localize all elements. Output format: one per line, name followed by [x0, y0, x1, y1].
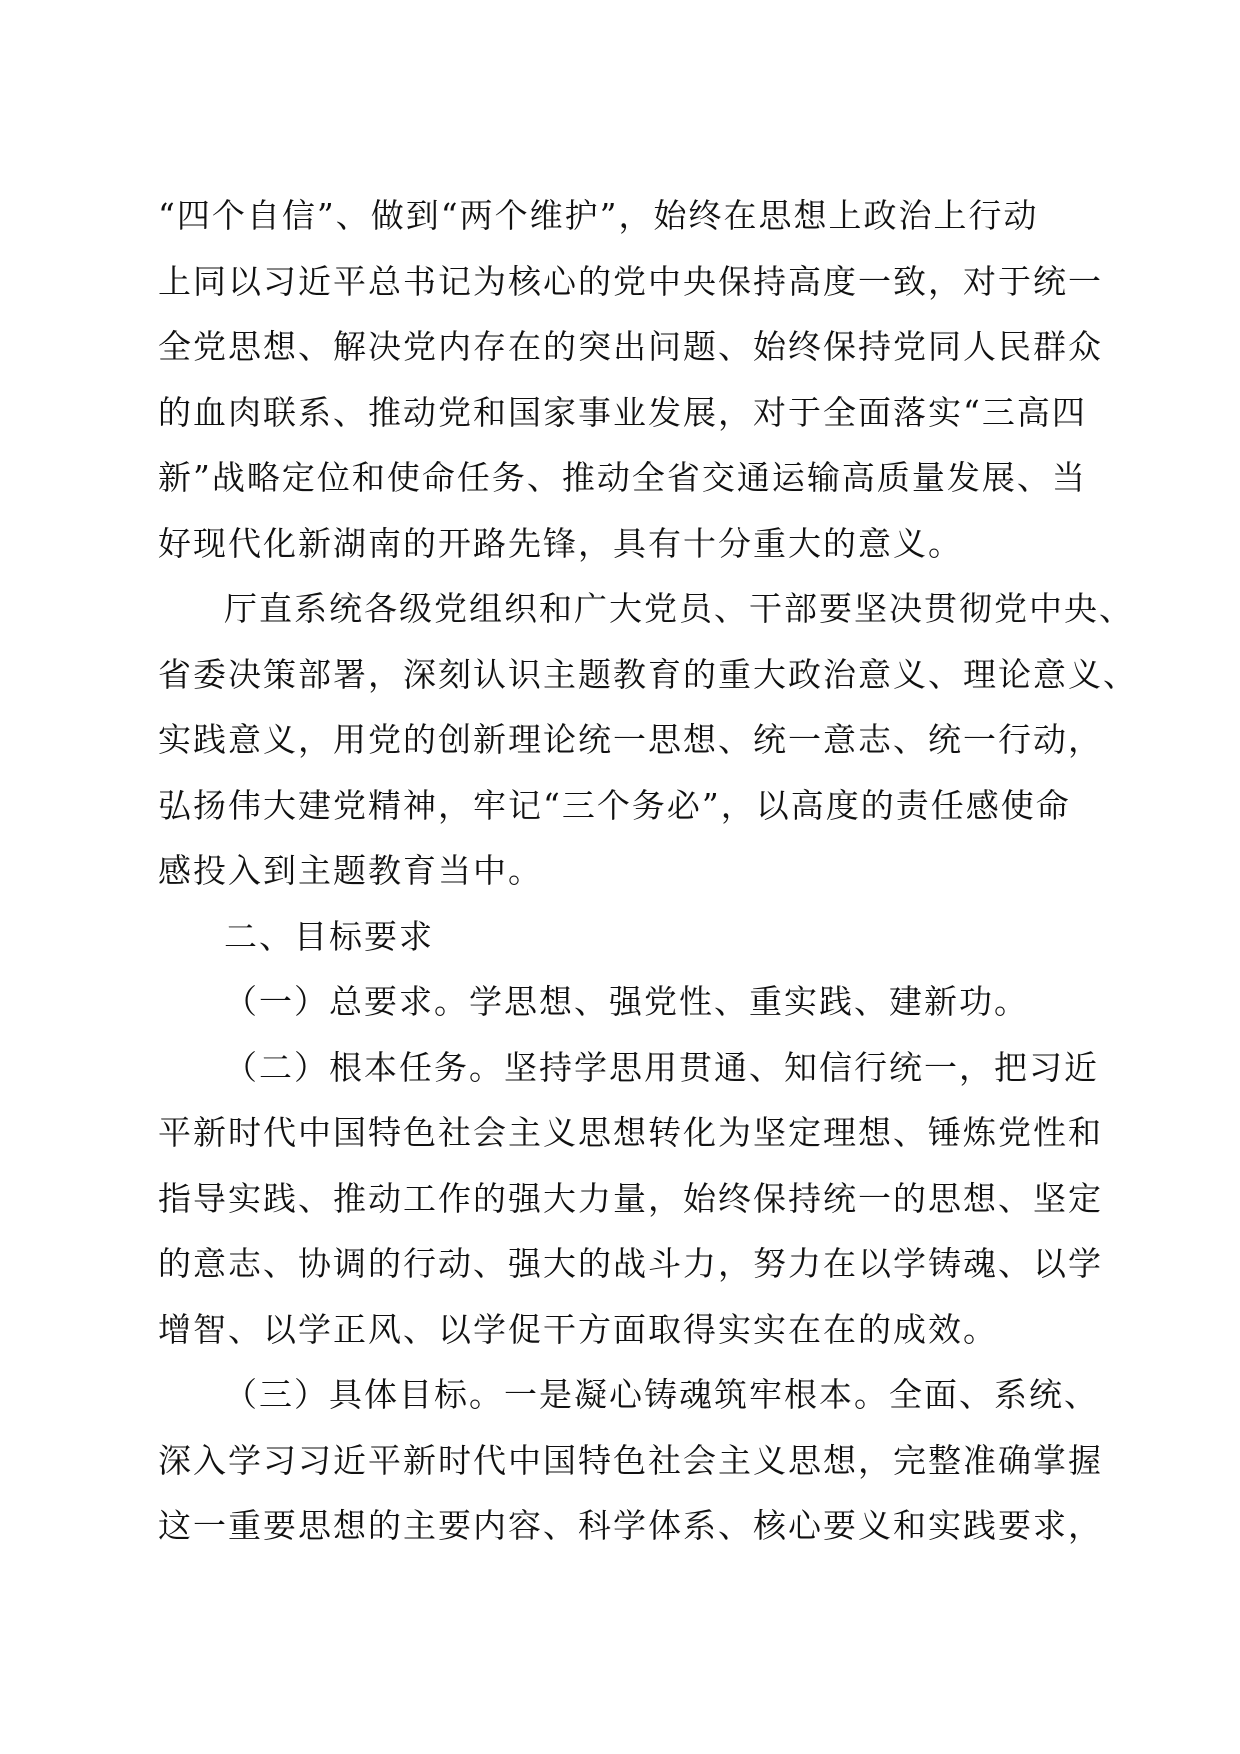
text-line: 的意志、协调的行动、强大的战斗力，努力在以学铸魂、以学: [158, 1244, 1103, 1283]
text-line: 这一重要思想的主要内容、科学体系、核心要义和实践要求，: [158, 1506, 1103, 1545]
text-line: “四个自信”、做到“两个维护”，始终在思想上政治上行动: [158, 196, 1039, 235]
text-line: 实践意义，用党的创新理论统一思想、统一意志、统一行动，: [158, 720, 1103, 759]
paragraph-start-line: （一）总要求。学思想、强党性、重实践、建新功。: [224, 982, 1029, 1021]
text-line: 平新时代中国特色社会主义思想转化为坚定理想、锤炼党性和: [158, 1113, 1103, 1152]
text-line: 指导实践、推动工作的强大力量，始终保持统一的思想、坚定: [158, 1178, 1103, 1218]
text-line: 弘扬伟大建党精神，牢记“三个务必”，以高度的责任感使命: [158, 785, 1071, 825]
text-line: 上同以习近平总书记为核心的党中央保持高度一致，对于统一: [158, 261, 1103, 301]
paragraph-start-line: 厅直系统各级党组织和广大党员、干部要坚决贯彻党中央、: [224, 589, 1134, 628]
text-line: 全党思想、解决党内存在的突出问题、始终保持党同人民群众: [158, 327, 1103, 366]
text-line: 感投入到主题教育当中。: [158, 851, 543, 890]
document-body: [158, 183, 1138, 1559]
section-heading: 二、目标要求: [224, 916, 434, 956]
text-line: 深入学习习近平新时代中国特色社会主义思想，完整准确掌握: [158, 1440, 1103, 1480]
text-line: 新”战略定位和使命任务、推动全省交通运输高质量发展、当: [158, 458, 1087, 497]
text-line: 增智、以学正风、以学促干方面取得实实在在的成效。: [158, 1309, 998, 1349]
text-line: 省委决策部署，深刻认识主题教育的重大政治意义、理论意义、: [158, 654, 1138, 694]
text-line: 的血肉联系、推动党和国家事业发展，对于全面落实“三高四: [158, 392, 1087, 432]
paragraph-start-line: （三）具体目标。一是凝心铸魂筑牢根本。全面、系统、: [224, 1375, 1099, 1414]
paragraph-start-line: （二）根本任务。坚持学思用贯通、知信行统一，把习近: [224, 1047, 1099, 1087]
text-line: 好现代化新湖南的开路先锋，具有十分重大的意义。: [158, 523, 963, 563]
